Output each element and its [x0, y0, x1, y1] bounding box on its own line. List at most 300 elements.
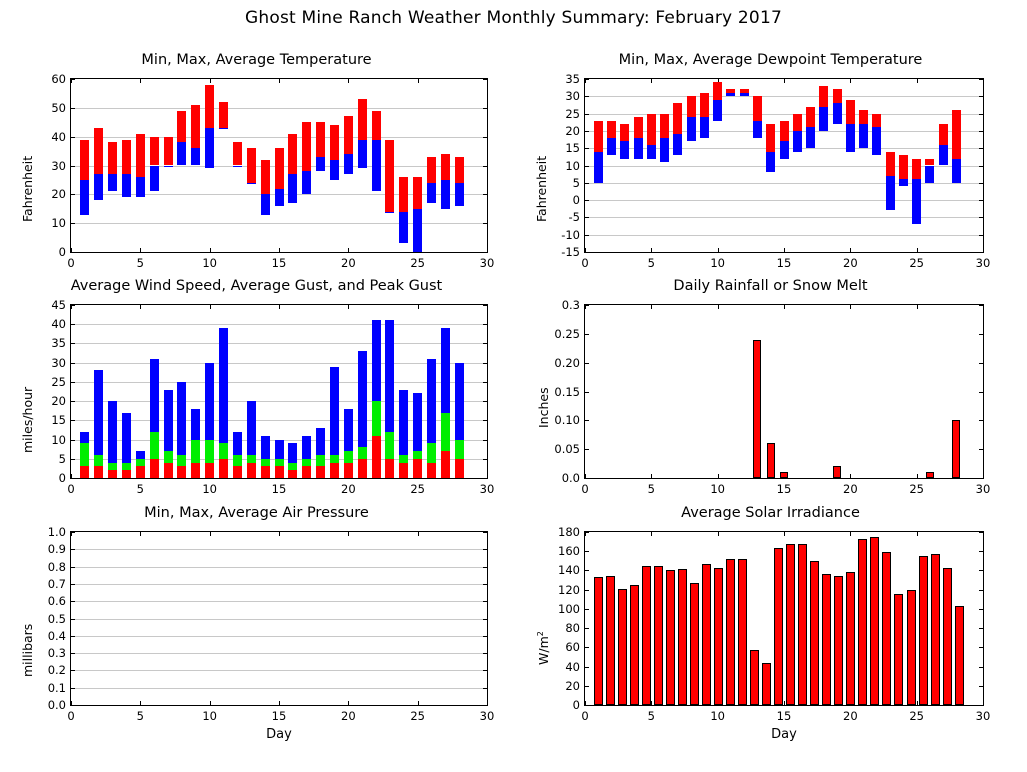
y-tick-mark: [71, 670, 75, 671]
y-tick-mark: [71, 688, 75, 689]
y-tick-mark: [585, 609, 589, 610]
bar-min-to-avg: [687, 117, 696, 141]
bar-avg-to-max: [660, 114, 669, 138]
chart-title-dewpoint: Min, Max, Average Dewpoint Temperature: [618, 52, 923, 68]
chart-panel-temperature: [0, 52, 513, 272]
bar-solar-irradiance: [714, 568, 723, 705]
y-tick-mark: [585, 705, 589, 706]
y-tick-mark: [71, 705, 75, 706]
bar-solar-irradiance: [907, 590, 916, 705]
x-tick-mark: [983, 474, 984, 478]
x-tick-mark: [718, 532, 719, 536]
bar-avg-to-max: [233, 142, 242, 165]
x-tick-label: 25: [410, 482, 425, 496]
bar-avg-to-max: [288, 134, 297, 174]
y-tick-mark: [71, 194, 75, 195]
y-tick-mark: [585, 667, 589, 668]
y-tick-label: 0.0: [561, 471, 580, 485]
chart-title-rainfall: Daily Rainfall or Snow Melt: [673, 278, 868, 294]
bar-min-to-avg: [740, 93, 749, 96]
y-tick-mark: [979, 235, 983, 236]
gridline: [71, 382, 487, 383]
x-tick-label: 15: [776, 256, 792, 270]
x-tick-mark: [348, 532, 349, 536]
bar-min-to-avg: [647, 145, 656, 159]
y-tick-mark: [483, 636, 487, 637]
y-tick-mark: [979, 570, 983, 571]
y-tick-mark: [483, 670, 487, 671]
y-tick-label: 60: [51, 72, 66, 86]
y-tick-mark: [979, 131, 983, 132]
bar-solar-irradiance: [858, 539, 867, 705]
bar-min-to-avg: [793, 131, 802, 152]
gridline: [585, 235, 983, 236]
y-tick-label: -10: [561, 227, 580, 242]
x-tick-label: 20: [843, 482, 858, 496]
y-tick-mark: [483, 705, 487, 706]
y-tick-mark: [483, 584, 487, 585]
bar-average-wind-speed: [358, 459, 367, 478]
bar-rainfall: [780, 472, 788, 478]
bar-min-to-avg: [634, 138, 643, 159]
x-tick-mark: [784, 248, 785, 252]
bar-solar-irradiance: [834, 576, 843, 705]
x-tick-mark: [983, 248, 984, 252]
y-axis-label-temperature: Fahrenheit: [20, 155, 35, 222]
y-tick-mark: [71, 252, 75, 253]
bar-average-wind-speed: [80, 466, 89, 478]
bar-solar-irradiance: [690, 583, 699, 705]
gridline: [71, 363, 487, 364]
y-tick-mark: [71, 363, 75, 364]
bar-avg-to-max: [261, 160, 270, 195]
x-tick-mark: [983, 701, 984, 705]
y-tick-mark: [585, 252, 589, 253]
y-tick-label: 0: [58, 245, 66, 259]
bar-average-wind-speed: [427, 463, 436, 478]
bar-min-to-avg: [780, 141, 789, 158]
bar-rainfall: [753, 340, 761, 478]
gridline: [71, 549, 487, 550]
x-tick-mark: [210, 248, 211, 252]
gridline: [71, 567, 487, 568]
bar-avg-to-max: [358, 99, 367, 139]
y-tick-mark: [979, 200, 983, 201]
bar-avg-to-max: [594, 121, 603, 152]
y-tick-label: 80: [565, 621, 580, 636]
gridline: [71, 324, 487, 325]
y-tick-mark: [71, 636, 75, 637]
bar-avg-to-max: [925, 159, 934, 166]
x-tick-label: 25: [410, 709, 425, 723]
bar-min-to-avg: [372, 140, 381, 192]
bar-avg-to-max: [872, 114, 881, 128]
bar-solar-irradiance: [774, 548, 783, 705]
bar-average-wind-speed: [344, 463, 353, 478]
y-tick-mark: [483, 252, 487, 253]
chart-title-temperature: Min, Max, Average Temperature: [141, 52, 372, 68]
y-axis-label-wind: miles/hour: [20, 386, 35, 453]
plot-area-pressure: [47, 525, 495, 723]
bar-min-to-avg: [205, 128, 214, 168]
y-tick-label: 30: [51, 355, 66, 370]
y-tick-mark: [71, 324, 75, 325]
y-tick-label: 160: [558, 544, 580, 559]
y-tick-label: 0.25: [554, 326, 580, 341]
x-tick-mark: [140, 701, 141, 705]
y-tick-mark: [585, 392, 589, 393]
y-tick-label: 0.2: [47, 663, 66, 678]
x-tick-label: 25: [909, 482, 924, 496]
bar-avg-to-max: [177, 111, 186, 143]
plot-area-wind: [51, 298, 495, 496]
x-tick-mark: [279, 305, 280, 309]
bar-average-wind-speed: [413, 459, 422, 478]
x-tick-mark: [917, 532, 918, 536]
bar-solar-irradiance: [594, 577, 603, 705]
bar-avg-to-max: [780, 121, 789, 142]
bar-avg-to-max: [344, 116, 353, 153]
bar-rainfall: [926, 472, 934, 478]
x-tick-mark: [279, 79, 280, 83]
x-tick-mark: [140, 532, 141, 536]
x-tick-label: 5: [136, 482, 144, 496]
bar-solar-irradiance: [642, 566, 651, 705]
bar-solar-irradiance: [822, 574, 831, 705]
x-tick-mark: [850, 532, 851, 536]
bar-min-to-avg: [899, 179, 908, 186]
bar-average-wind-speed: [330, 463, 339, 478]
x-tick-mark: [585, 248, 586, 252]
y-tick-mark: [483, 194, 487, 195]
x-tick-mark: [279, 248, 280, 252]
bar-min-to-avg: [330, 160, 339, 180]
y-tick-label: 0.3: [47, 646, 66, 661]
x-tick-label: 5: [647, 709, 655, 723]
bar-average-wind-speed: [302, 466, 311, 478]
bar-avg-to-max: [150, 137, 159, 166]
chart-panel-wind: [0, 278, 513, 498]
bar-avg-to-max: [952, 110, 961, 158]
bar-min-to-avg: [177, 142, 186, 165]
bar-avg-to-max: [899, 155, 908, 179]
x-tick-label: 15: [271, 709, 287, 723]
bar-average-wind-speed: [233, 466, 242, 478]
x-tick-mark: [348, 248, 349, 252]
y-tick-mark: [979, 334, 983, 335]
bar-avg-to-max: [136, 134, 145, 177]
y-tick-label: 10: [51, 216, 66, 231]
y-tick-mark: [483, 382, 487, 383]
bar-average-wind-speed: [316, 466, 325, 478]
x-tick-mark: [210, 79, 211, 83]
bar-min-to-avg: [753, 121, 762, 138]
y-tick-label: 5: [58, 451, 66, 466]
bar-avg-to-max: [726, 89, 735, 92]
y-tick-mark: [483, 343, 487, 344]
y-tick-label: 0.3: [561, 298, 580, 312]
bar-solar-irradiance: [738, 559, 747, 705]
bar-solar-irradiance: [618, 589, 627, 705]
x-tick-label: 15: [776, 482, 792, 496]
y-tick-mark: [483, 223, 487, 224]
bar-min-to-avg: [620, 141, 629, 158]
chart-title-solar: Average Solar Irradiance: [681, 505, 860, 521]
bar-avg-to-max: [80, 140, 89, 180]
y-tick-mark: [483, 440, 487, 441]
y-tick-label: 60: [565, 640, 580, 655]
x-tick-mark: [651, 79, 652, 83]
y-tick-mark: [585, 449, 589, 450]
x-tick-mark: [487, 532, 488, 536]
bar-average-wind-speed: [150, 459, 159, 478]
gridline: [71, 688, 487, 689]
y-tick-label: 10: [51, 432, 66, 447]
bar-min-to-avg: [427, 183, 436, 203]
bar-min-to-avg: [150, 166, 159, 192]
y-tick-label: 0: [572, 698, 580, 712]
x-tick-mark: [71, 305, 72, 309]
y-tick-mark: [71, 584, 75, 585]
y-tick-mark: [483, 420, 487, 421]
bar-min-to-avg: [219, 128, 228, 129]
x-axis-label-pressure: Day: [266, 727, 292, 742]
gridline: [71, 670, 487, 671]
bar-min-to-avg: [94, 174, 103, 200]
y-tick-mark: [585, 148, 589, 149]
y-tick-mark: [979, 609, 983, 610]
y-tick-mark: [979, 551, 983, 552]
bar-solar-irradiance: [750, 650, 759, 705]
y-tick-mark: [71, 653, 75, 654]
bar-avg-to-max: [939, 124, 948, 145]
bar-solar-irradiance: [726, 559, 735, 705]
bar-avg-to-max: [886, 152, 895, 176]
x-tick-mark: [71, 79, 72, 83]
bar-min-to-avg: [385, 212, 394, 213]
x-tick-label: 30: [479, 482, 495, 496]
y-tick-label: 35: [51, 336, 66, 351]
bar-avg-to-max: [385, 140, 394, 212]
y-tick-mark: [585, 235, 589, 236]
y-tick-mark: [979, 667, 983, 668]
y-tick-mark: [483, 363, 487, 364]
y-tick-mark: [71, 440, 75, 441]
y-tick-mark: [979, 628, 983, 629]
y-tick-mark: [585, 647, 589, 648]
bar-average-wind-speed: [399, 463, 408, 478]
x-tick-mark: [983, 79, 984, 83]
x-tick-mark: [917, 248, 918, 252]
x-tick-label: 5: [647, 482, 655, 496]
y-tick-mark: [979, 647, 983, 648]
bar-average-wind-speed: [219, 459, 228, 478]
x-tick-mark: [418, 701, 419, 705]
y-tick-label: 0.1: [47, 680, 66, 695]
y-tick-mark: [585, 420, 589, 421]
y-tick-label: 0.9: [47, 542, 66, 557]
chart-title-wind: Average Wind Speed, Average Gust, and Peak Gust: [70, 278, 443, 294]
y-tick-label: -15: [561, 245, 580, 259]
bar-avg-to-max: [673, 103, 682, 134]
y-tick-mark: [585, 334, 589, 335]
y-tick-mark: [71, 601, 75, 602]
bar-avg-to-max: [94, 128, 103, 174]
x-tick-label: 5: [136, 709, 144, 723]
y-tick-mark: [71, 401, 75, 402]
bar-solar-irradiance: [762, 663, 771, 705]
x-tick-label: 20: [843, 709, 858, 723]
x-tick-mark: [585, 305, 586, 309]
y-tick-mark: [979, 363, 983, 364]
y-tick-label: 50: [51, 100, 66, 115]
x-tick-mark: [585, 79, 586, 83]
y-tick-mark: [71, 420, 75, 421]
y-tick-mark: [979, 420, 983, 421]
bar-min-to-avg: [925, 166, 934, 183]
gridline: [71, 108, 487, 109]
bar-min-to-avg: [441, 180, 450, 209]
y-tick-label: -5: [568, 210, 580, 225]
y-tick-mark: [979, 449, 983, 450]
bar-solar-irradiance: [666, 570, 675, 705]
y-tick-label: 35: [565, 72, 580, 86]
x-tick-label: 10: [710, 709, 725, 723]
bar-min-to-avg: [316, 157, 325, 171]
bar-average-wind-speed: [275, 466, 284, 478]
bar-average-wind-speed: [177, 466, 186, 478]
y-axis-label-solar: $W/m^2$: [536, 631, 552, 665]
bar-min-to-avg: [912, 179, 921, 224]
y-tick-mark: [71, 567, 75, 568]
x-tick-mark: [585, 701, 586, 705]
y-tick-mark: [483, 108, 487, 109]
x-tick-mark: [487, 248, 488, 252]
plot-area-rainfall: [554, 298, 991, 496]
gridline: [585, 96, 983, 97]
bar-solar-irradiance: [955, 606, 964, 705]
y-tick-label: 120: [558, 582, 580, 597]
y-tick-mark: [483, 166, 487, 167]
x-tick-mark: [983, 305, 984, 309]
y-tick-mark: [483, 601, 487, 602]
x-tick-mark: [651, 701, 652, 705]
y-tick-mark: [585, 166, 589, 167]
bar-solar-irradiance: [894, 594, 903, 705]
chart-title-pressure: Min, Max, Average Air Pressure: [144, 505, 369, 521]
bar-min-to-avg: [344, 154, 353, 174]
bar-solar-irradiance: [931, 554, 940, 705]
bar-min-to-avg: [660, 138, 669, 162]
y-tick-mark: [483, 401, 487, 402]
y-tick-mark: [585, 628, 589, 629]
plot-area-temperature: [51, 72, 495, 270]
y-tick-label: 40: [51, 317, 66, 332]
bar-solar-irradiance: [870, 537, 879, 705]
y-tick-mark: [71, 137, 75, 138]
bar-avg-to-max: [427, 157, 436, 183]
bar-min-to-avg: [80, 180, 89, 215]
bar-avg-to-max: [316, 122, 325, 157]
x-tick-mark: [210, 532, 211, 536]
gridline: [71, 636, 487, 637]
bar-avg-to-max: [700, 93, 709, 117]
y-tick-label: 140: [558, 563, 580, 578]
bar-average-wind-speed: [247, 463, 256, 478]
bar-average-wind-speed: [205, 463, 214, 478]
x-tick-label: 25: [909, 709, 924, 723]
y-tick-mark: [979, 217, 983, 218]
y-tick-mark: [979, 148, 983, 149]
bar-min-to-avg: [819, 107, 828, 131]
bar-avg-to-max: [247, 148, 256, 183]
y-tick-mark: [585, 200, 589, 201]
y-tick-mark: [585, 217, 589, 218]
x-tick-mark: [651, 305, 652, 309]
bar-average-wind-speed: [191, 463, 200, 478]
bar-min-to-avg: [846, 124, 855, 152]
bar-min-to-avg: [136, 177, 145, 197]
bar-min-to-avg: [594, 152, 603, 183]
y-tick-mark: [979, 114, 983, 115]
x-axis-label-solar: Day: [771, 727, 797, 742]
gridline: [71, 653, 487, 654]
y-tick-label: 0: [58, 471, 66, 485]
bar-avg-to-max: [191, 105, 200, 148]
y-tick-label: 100: [558, 601, 580, 616]
y-tick-label: 25: [565, 106, 580, 121]
bar-min-to-avg: [726, 93, 735, 96]
bar-min-to-avg: [806, 127, 815, 148]
bar-solar-irradiance: [943, 568, 952, 705]
y-tick-mark: [71, 108, 75, 109]
bar-avg-to-max: [833, 89, 842, 103]
bar-avg-to-max: [219, 102, 228, 128]
y-tick-mark: [483, 459, 487, 460]
y-tick-mark: [585, 686, 589, 687]
bar-solar-irradiance: [702, 564, 711, 705]
bar-solar-irradiance: [846, 572, 855, 705]
y-tick-mark: [979, 478, 983, 479]
bar-avg-to-max: [846, 100, 855, 124]
x-tick-mark: [651, 248, 652, 252]
bar-average-wind-speed: [385, 459, 394, 478]
bar-min-to-avg: [607, 138, 616, 155]
bar-min-to-avg: [766, 152, 775, 173]
x-tick-mark: [487, 701, 488, 705]
bar-min-to-avg: [108, 174, 117, 191]
chart-panel-solar: [514, 505, 1027, 755]
gridline: [71, 619, 487, 620]
y-tick-mark: [71, 549, 75, 550]
bar-rainfall: [833, 466, 841, 478]
y-tick-mark: [71, 343, 75, 344]
x-tick-label: 0: [67, 256, 75, 270]
y-tick-mark: [483, 619, 487, 620]
bar-avg-to-max: [620, 124, 629, 141]
bar-average-wind-speed: [94, 466, 103, 478]
x-tick-mark: [718, 474, 719, 478]
x-tick-label: 10: [202, 709, 217, 723]
bar-average-wind-speed: [288, 470, 297, 478]
bar-avg-to-max: [455, 157, 464, 183]
bar-average-wind-speed: [441, 451, 450, 478]
y-tick-mark: [585, 551, 589, 552]
bar-avg-to-max: [122, 140, 131, 175]
y-tick-mark: [483, 653, 487, 654]
y-tick-label: 0.10: [554, 413, 580, 428]
x-tick-mark: [210, 701, 211, 705]
